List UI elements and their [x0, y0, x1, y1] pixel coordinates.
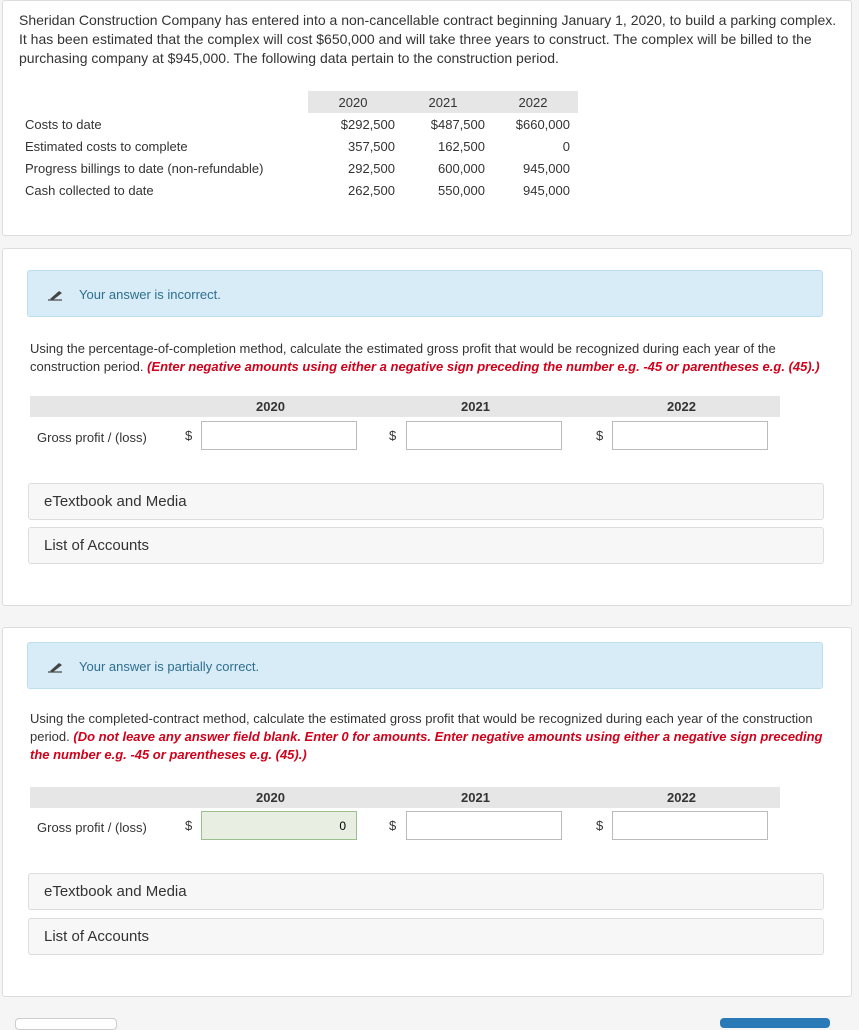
question-text: Using the completed-contract method, calculate the estimated gross profit that would be recognized during each year of the construction period.	[30, 711, 813, 744]
part2-feedback-banner	[27, 642, 823, 689]
accounts-label: List of Accounts	[44, 928, 150, 945]
cell-value: 945,000	[523, 182, 570, 198]
table-row	[19, 135, 578, 157]
secondary-button[interactable]	[15, 1018, 117, 1030]
row-label: Progress billings to date (non-refundable)	[25, 160, 264, 176]
question-text: Using the percentage-of-completion method, calculate the estimated gross profit that would be recognized during each year of the construction period.	[30, 341, 776, 374]
question-instruction: (Do not leave any answer field blank. Enter 0 for amounts. Enter negative amounts using either a negative sign preceding the number e.g. -45 or parentheses e.g. (45).)	[30, 729, 823, 762]
gross-profit-2021-input[interactable]	[406, 811, 562, 840]
gross-profit-2020-input[interactable]	[201, 811, 357, 840]
currency-symbol: $	[185, 818, 193, 833]
table-row	[19, 113, 578, 135]
cell-value: $487,500	[430, 116, 485, 132]
etextbook-media-button[interactable]	[28, 873, 824, 910]
feedback-text: Your answer is incorrect.	[79, 287, 221, 302]
year-header: 2022	[488, 91, 578, 113]
cell-value: $292,500	[340, 116, 395, 132]
cell-value: 600,000	[438, 160, 485, 176]
gross-profit-2021-input[interactable]	[406, 421, 562, 450]
gross-profit-2022-input[interactable]	[612, 811, 768, 840]
currency-symbol: $	[596, 428, 604, 443]
year-label: 2020	[256, 790, 285, 805]
cell-value: $660,000	[515, 116, 570, 132]
table-row	[19, 157, 578, 179]
gross-profit-2020-input[interactable]	[201, 421, 357, 450]
cell-value: 945,000	[523, 160, 570, 176]
row-label: Cash collected to date	[25, 182, 154, 198]
part2-question	[30, 710, 825, 764]
pencil-icon	[48, 289, 64, 301]
table-header-row	[19, 91, 578, 113]
cell-value: 357,500	[348, 138, 395, 154]
list-of-accounts-button[interactable]	[28, 918, 824, 955]
etextbook-media-button[interactable]	[28, 483, 824, 520]
gross-profit-label: Gross profit / (loss)	[37, 820, 147, 835]
currency-symbol: $	[389, 428, 397, 443]
pencil-icon	[48, 661, 64, 673]
problem-card	[2, 0, 852, 236]
given-data-table	[19, 91, 578, 201]
list-of-accounts-button[interactable]	[28, 527, 824, 564]
currency-symbol: $	[596, 818, 604, 833]
cell-value: 162,500	[438, 138, 485, 154]
part1-feedback-banner	[27, 270, 823, 317]
gross-profit-2022-input[interactable]	[612, 421, 768, 450]
currency-symbol: $	[389, 818, 397, 833]
currency-symbol: $	[185, 428, 193, 443]
part1-question	[30, 340, 825, 376]
gross-profit-label: Gross profit / (loss)	[37, 430, 147, 445]
table-row	[19, 179, 578, 201]
feedback-text: Your answer is partially correct.	[79, 659, 260, 674]
cell-value: 0	[562, 138, 570, 154]
cell-value: 262,500	[348, 182, 395, 198]
cell-value: 292,500	[348, 160, 395, 176]
primary-button[interactable]	[720, 1018, 830, 1028]
accounts-label: List of Accounts	[44, 537, 150, 554]
part1-year-header	[30, 396, 780, 417]
year-label: 2022	[667, 790, 696, 805]
year-header: 2021	[398, 91, 488, 113]
year-label: 2022	[667, 399, 696, 414]
year-label: 2021	[461, 399, 490, 414]
year-label: 2021	[461, 790, 490, 805]
part2-year-header	[30, 787, 780, 808]
etextbook-label: eTextbook and Media	[44, 493, 187, 510]
problem-intro: Sheridan Construction Company has entered into a non-cancellable contract beginning January 1, 2020, to build a parking complex. It has been estimated that the complex will cost $650,000 and will take three years to construct. The complex will be billed to the purchasing company at $945,000. The following data pertain to the construction period.	[19, 12, 837, 66]
year-label: 2020	[256, 399, 285, 414]
etextbook-label: eTextbook and Media	[44, 883, 187, 900]
question-instruction: (Enter negative amounts using either a negative sign preceding the number e.g. -45 or parentheses e.g. (45).)	[147, 359, 820, 374]
cell-value: 550,000	[438, 182, 485, 198]
year-header: 2020	[308, 91, 398, 113]
row-label: Estimated costs to complete	[25, 138, 188, 154]
row-label: Costs to date	[25, 116, 102, 132]
